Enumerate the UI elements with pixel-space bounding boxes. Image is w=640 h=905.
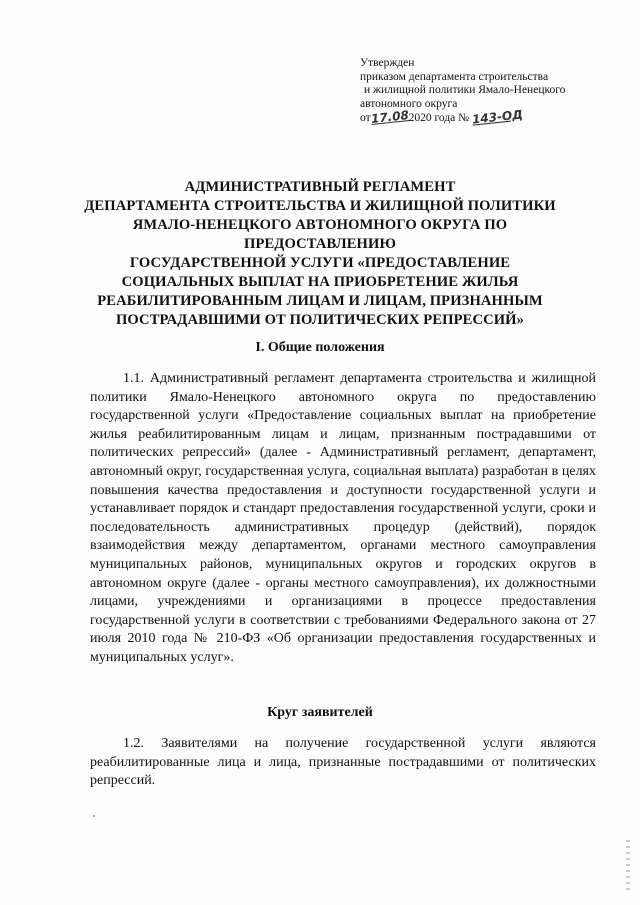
title-line: ЯМАЛО-НЕНЕЦКОГО АВТОНОМНОГО ОКРУГА ПО [132,217,508,233]
paragraph-1-2: 1.2. Заявителями на получение государственной услуги являются реабилитированные лица и лица, признанные пострадавшими от политических репрессий. [90,736,596,789]
paragraph-1-1: 1.1. Административный регламент департамента строительства и жилищной политики Ямало-Ненецкого автономного округа по предоставлению государственной услуги «Предоставление социальных выплат на приобретение жилья реабилитированным лицам и лицам, признанным пострадавшими от политических репрессий» (далее - Административный регламент, департамент, автономный округ, государственная услуга, социальная выплата) разработан в целях повышения качества предоставления и доступности государственной услуги и устанавливает порядок и стандарт предоставления государственной услуги, сроки и последовательность административных процедур (действий), порядок взаимодействия между департаментом, органами местного самоуправления муниципальных районов, муниципальных округов и городских округов в автономном округе (далее - органы местного самоуправления), их должностными лицами, учреждениями и организациями в процессе предоставления государственной услуги в соответствии с требованиями Федерального закона от 27 июля 2010 года № 210-ФЗ «Об организации предоставления государственных и муниципальных услуг». [90,371,596,665]
title-line: ПРЕДОСТАВЛЕНИЮ [244,236,396,252]
section-heading-general: I. Общие положения [255,340,385,355]
handwritten-number: 143-ОД [471,107,524,127]
approval-stamp [360,57,610,126]
approval-line-approved: Утвержден [360,57,415,69]
approval-line-order: приказом департамента строительства [360,70,549,83]
document-title [80,178,560,330]
date-prefix: от [360,112,371,124]
title-line: РЕАБИЛИТИРОВАННЫМ ЛИЦАМ И ЛИЦАМ, ПРИЗНАННЫМ [97,293,543,309]
approval-line-district: автономного округа [360,97,458,110]
title-line: АДМИНИСТРАТИВНЫЙ РЕГЛАМЕНТ [184,179,456,195]
handwritten-date: 17.08 [369,108,410,126]
scan-edge-mark [626,840,630,890]
title-line: ГОСУДАРСТВЕННОЙ УСЛУГИ «ПРЕДОСТАВЛЕНИЕ [129,255,511,271]
number-prefix: № [458,112,470,124]
date-year: 2020 года [408,112,456,124]
title-line: СОЦИАЛЬНЫХ ВЫПЛАТ НА ПРИОБРЕТЕНИЕ ЖИЛЬЯ [121,274,519,290]
approval-date-line [360,107,610,127]
section-heading-applicants: Круг заявителей [267,705,373,720]
approval-line-policy: и жилищной политики Ямало-Ненецкого [364,84,566,96]
title-line: ПОСТРАДАВШИМИ ОТ ПОЛИТИЧЕСКИХ РЕПРЕССИЙ» [115,312,525,328]
scan-speck [93,815,95,817]
title-line: ДЕПАРТАМЕНТА СТРОИТЕЛЬСТВА И ЖИЛИЩНОЙ ПОЛИТИКИ [84,198,556,214]
